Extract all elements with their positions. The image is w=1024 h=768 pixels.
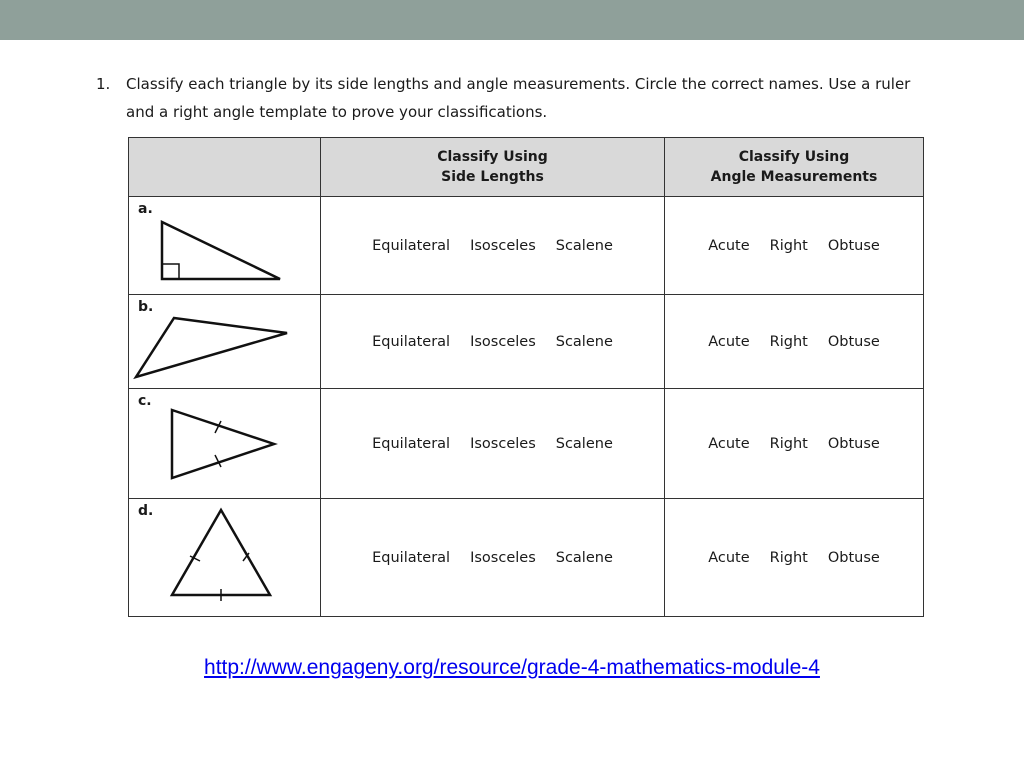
table-header-row [129, 138, 924, 197]
table-row [129, 295, 924, 389]
option-equilateral[interactable]: Equilateral [372, 333, 451, 350]
option-obtuse[interactable]: Obtuse [827, 549, 880, 566]
table-row [129, 197, 924, 295]
equilateral-triangle-icon [129, 499, 321, 617]
option-scalene[interactable]: Scalene [555, 237, 613, 254]
side-options-cell-a [321, 197, 665, 295]
question-number: 1. [96, 75, 111, 93]
figure-cell-d [129, 499, 321, 617]
angle-options-cell-d [665, 499, 924, 617]
angle-options-cell-a [665, 197, 924, 295]
header-blank [129, 138, 321, 197]
option-scalene[interactable]: Scalene [555, 549, 613, 566]
figure-cell-b [129, 295, 321, 389]
source-link[interactable]: http://www.engageny.org/resource/grade-4-mathematics-module-4 [204, 656, 820, 679]
option-acute[interactable]: Acute [708, 549, 750, 566]
row-label: d. [138, 503, 154, 519]
header-side-lengths: Classify Using Side Lengths [321, 138, 665, 197]
option-acute[interactable]: Acute [708, 435, 750, 452]
right-triangle-icon [129, 197, 321, 295]
header-angle-measurements: Classify Using Angle Measurements [665, 138, 924, 197]
option-equilateral[interactable]: Equilateral [372, 237, 451, 254]
option-isosceles[interactable]: Isosceles [470, 333, 536, 350]
option-acute[interactable]: Acute [708, 237, 750, 254]
obtuse-triangle-icon [129, 295, 321, 389]
classification-table [128, 137, 924, 617]
angle-options-cell-c [665, 389, 924, 499]
option-equilateral[interactable]: Equilateral [372, 549, 451, 566]
table-row [129, 499, 924, 617]
option-right[interactable]: Right [769, 237, 808, 254]
side-options-cell-b [321, 295, 665, 389]
row-label: c. [138, 393, 152, 409]
option-obtuse[interactable]: Obtuse [827, 435, 880, 452]
question-text: Classify each triangle by its side lengths and angle measurements. Circle the correct names. Use a ruler and a right angle template to prove your classifications. [126, 75, 911, 121]
row-label: a. [138, 201, 153, 217]
side-options-cell-c [321, 389, 665, 499]
figure-cell-a [129, 197, 321, 295]
angle-options-cell-b [665, 295, 924, 389]
row-label: b. [138, 299, 154, 315]
option-right[interactable]: Right [769, 333, 808, 350]
slide-top-bar [0, 0, 1024, 40]
side-options-cell-d [321, 499, 665, 617]
option-scalene[interactable]: Scalene [555, 435, 613, 452]
option-scalene[interactable]: Scalene [555, 333, 613, 350]
option-equilateral[interactable]: Equilateral [372, 435, 451, 452]
option-right[interactable]: Right [769, 435, 808, 452]
table-row [129, 389, 924, 499]
option-isosceles[interactable]: Isosceles [470, 549, 536, 566]
option-isosceles[interactable]: Isosceles [470, 237, 536, 254]
option-isosceles[interactable]: Isosceles [470, 435, 536, 452]
option-obtuse[interactable]: Obtuse [827, 237, 880, 254]
isosceles-triangle-icon [129, 389, 321, 499]
option-acute[interactable]: Acute [708, 333, 750, 350]
figure-cell-c [129, 389, 321, 499]
option-right[interactable]: Right [769, 549, 808, 566]
option-obtuse[interactable]: Obtuse [827, 333, 880, 350]
